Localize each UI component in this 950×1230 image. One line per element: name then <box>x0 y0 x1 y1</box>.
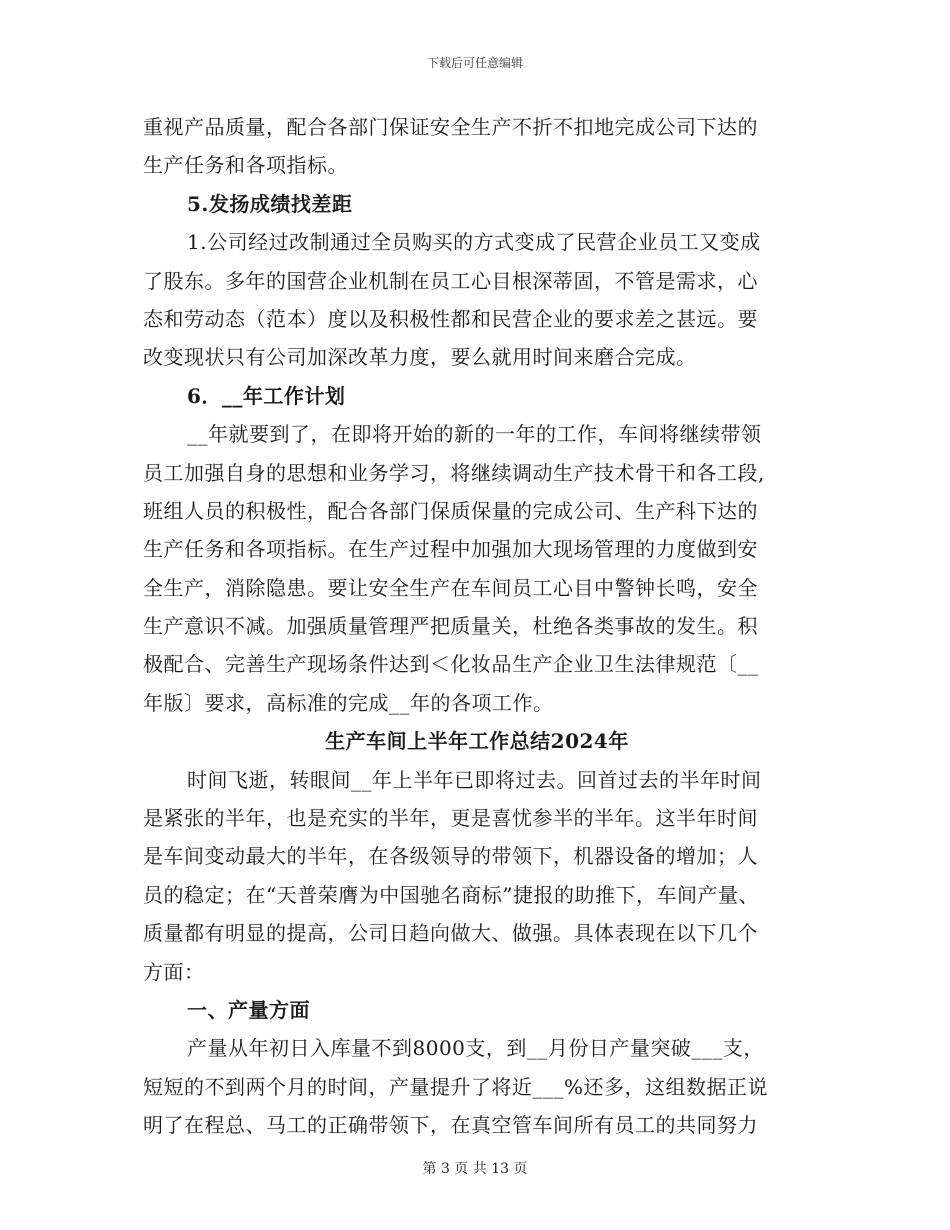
body-line: 短短的不到两个月的时间，产量提升了将近___%还多，这组数据正说 <box>143 1074 769 1099</box>
body-line: 生产意识不减。加强质量管理严把质量关，杜绝各类事故的发生。积 <box>143 614 758 639</box>
page-footer: 第 3 页 共 13 页 <box>422 1161 528 1177</box>
body-line: 员的稳定；在“天普荣膺为中国驰名商标”捷报的助推下，车间产量、 <box>143 882 759 907</box>
body-line: 时间飞逝，转眼间__年上半年已即将过去。回首过去的半年时间 <box>187 767 762 792</box>
body-line: 改变现状只有公司加深改革力度，要么就用时间来磨合完成。 <box>143 345 697 370</box>
body-line: 生产任务和各项指标。在生产过程中加强加大现场管理的力度做到安 <box>143 537 758 562</box>
body-line: 重视产品质量，配合各部门保证安全生产不折不扣地完成公司下达的 <box>143 115 758 139</box>
document-body <box>143 108 811 1145</box>
section-heading: 6．__年工作计划 <box>187 383 346 408</box>
section-heading: 一、产量方面 <box>187 997 310 1022</box>
body-line: 生产任务和各项指标。 <box>143 153 348 178</box>
body-line: 明了在程总、马工的正确带领下，在真空管车间所有员工的共同努力 <box>143 1113 758 1138</box>
body-line: 方面： <box>143 959 205 984</box>
body-line: 产量从年初日入库量不到8000支，到__月份日产量突破___支， <box>187 1036 764 1061</box>
body-line: 班组人员的积极性，配合各部门保质保量的完成公司、生产科下达的 <box>143 498 758 523</box>
section-heading: 5.发扬成绩找差距 <box>187 191 353 216</box>
body-line: 态和劳动态（范本）度以及积极性都和民营企业的要求差之甚远。要 <box>143 306 758 331</box>
page-header: 下载后可任意编辑 <box>426 56 523 70</box>
body-line: 质量都有明显的提高，公司日趋向做大、做强。具体表现在以下几个 <box>143 921 758 946</box>
body-line: 员工加强自身的思想和业务学习，将继续调动生产技术骨干和各工段, <box>143 460 765 485</box>
body-line: 是紧张的半年，也是充实的半年，更是喜忧参半的半年。这半年时间 <box>143 806 758 831</box>
body-line: 全生产，消除隐患。要让安全生产在车间员工心目中警钟长鸣，安全 <box>143 575 758 600</box>
body-line: 年版〕要求，高标准的完成__年的各项工作。 <box>143 690 554 715</box>
document-title: 生产车间上半年工作总结2024年 <box>325 729 629 754</box>
body-line: __年就要到了，在即将开始的新的一年的工作，车间将继续带领 <box>187 422 762 447</box>
body-line: 是车间变动最大的半年，在各级领导的带领下，机器设备的增加；人 <box>143 844 758 869</box>
body-line: 了股东。多年的国营企业机制在员工心目根深蒂固，不管是需求，心 <box>143 268 758 293</box>
body-line: 极配合、完善生产现场条件达到＜化妆品生产企业卫生法律规范〔__ <box>143 652 759 677</box>
body-line: 1.公司经过改制通过全员购买的方式变成了民营企业员工又变成 <box>187 230 761 255</box>
